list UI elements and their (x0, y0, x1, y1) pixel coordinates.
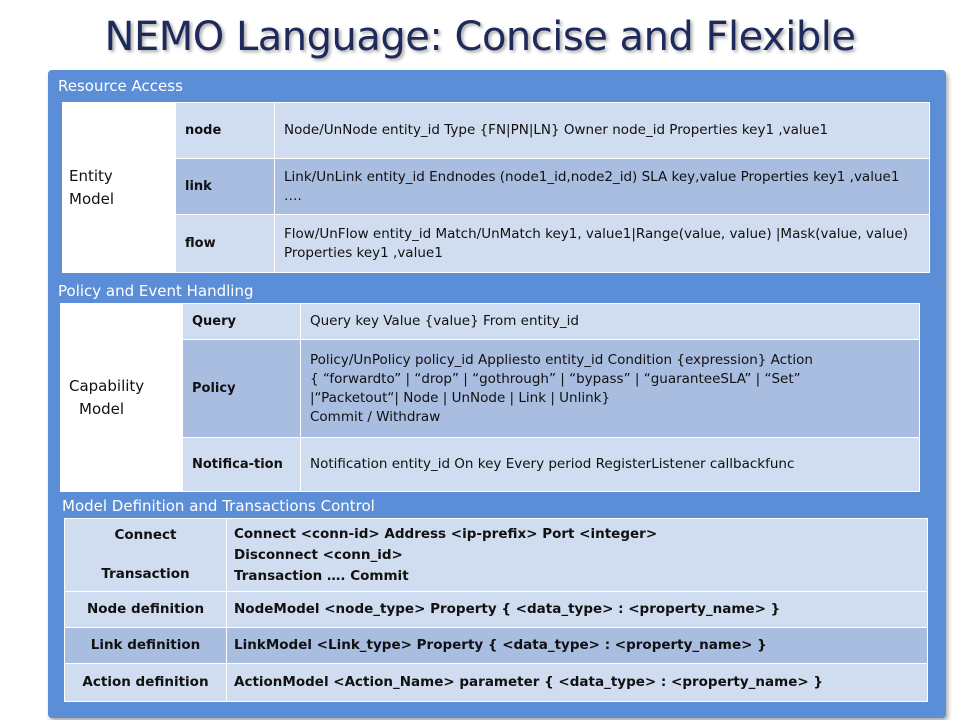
capability-model-label (61, 304, 183, 492)
connect-line-3: Transaction …. Commit (234, 567, 409, 584)
row-text-policy (301, 340, 920, 438)
entity-model-text: Entity Model (69, 166, 115, 208)
row-text-query (301, 304, 920, 340)
row-key-flow: flow (176, 215, 275, 273)
row-text-node: Node/UnNode entity_id Type {FN|PN|LN} Owner node_id Properties key1 ,value1 (275, 103, 930, 159)
row-key-notification: Notifica-tion (183, 438, 301, 492)
row-text-action-definition (227, 664, 928, 702)
policy-line-4: Commit / Withdraw (310, 408, 441, 425)
section-label-resource-access: Resource Access (58, 77, 183, 95)
row-text-flow: Flow/UnFlow entity_id Match/UnMatch key1, value1|Range(value, value) |Mask(value, value) Properties key1 ,value1 (275, 215, 930, 273)
connect-line-1: Connect <conn-id> Address <ip-prefix> Port <integer> (234, 525, 658, 542)
row-text-node-definition (227, 592, 928, 628)
row-key-link-definition: Link definition (65, 628, 227, 664)
connect-key-line2: Transaction (101, 566, 190, 582)
connect-line-2: Disconnect <conn_id> (234, 546, 403, 563)
policy-line-2: { “forwardto” | “drop” | “gothrough” | “bypass” | “guaranteeSLA” | “Set” (310, 370, 801, 387)
row-key-connect (65, 519, 227, 592)
row-key-policy: Policy (183, 340, 301, 438)
entity-model-table (62, 102, 930, 273)
row-text-link-definition (227, 628, 928, 664)
capability-model-table (60, 303, 920, 492)
row-key-query: Query (183, 304, 301, 340)
row-text-notification (301, 438, 920, 492)
row-key-node: node (176, 103, 275, 159)
action-definition-line: ActionModel <Action_Name> parameter { <data_type> : <property_name> } (234, 674, 823, 690)
row-key-link: link (176, 159, 275, 215)
page-title: NEMO Language: Concise and Flexible (104, 14, 856, 60)
policy-line-3: |“Packetout“| Node | UnNode | Link | Unlink} (310, 389, 611, 406)
section-label-model-definition: Model Definition and Transactions Control (62, 497, 375, 515)
connect-key-line1: Connect (114, 527, 177, 543)
row-text-connect (227, 519, 928, 592)
row-key-node-definition: Node definition (65, 592, 227, 628)
query-line: Query key Value {value} From entity_id (310, 313, 579, 329)
entity-model-label (63, 103, 176, 273)
link-definition-line: LinkModel <Link_type> Property { <data_type> : <property_name> } (234, 637, 767, 653)
row-key-action-definition: Action definition (65, 664, 227, 702)
row-text-link: Link/UnLink entity_id Endnodes (node1_id,node2_id) SLA key,value Properties key1 ,value1 …. (275, 159, 930, 215)
policy-line-1: Policy/UnPolicy policy_id Appliesto entity_id Condition {expression} Action (310, 351, 813, 368)
notification-line: Notification entity_id On key Every period RegisterListener callbackfunc (310, 456, 795, 472)
capability-text-line1: Capability (69, 376, 145, 395)
model-definition-table (64, 518, 928, 702)
capability-text-line2: Model (79, 399, 125, 418)
node-definition-line: NodeModel <node_type> Property { <data_type> : <property_name> } (234, 601, 781, 617)
section-label-policy-event: Policy and Event Handling (58, 282, 254, 300)
